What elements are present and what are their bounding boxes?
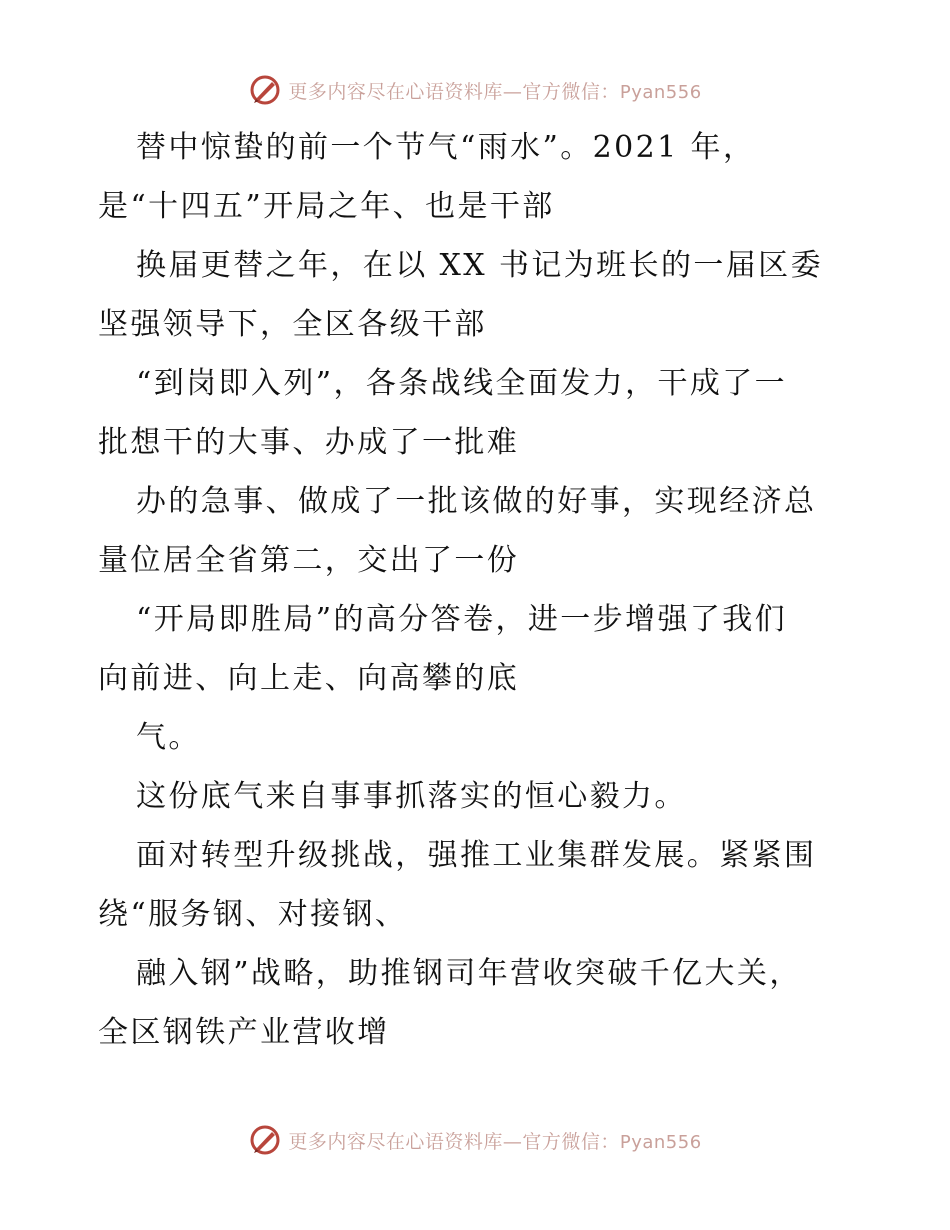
text-line: 替中惊蛰的前一个节气“雨水”。2021 年， [136, 130, 756, 165]
text-line: 绕“服务钢、对接钢、 [98, 897, 408, 932]
watermark-text: 更多内容尽在心语资料库—官方微信：Pyan556 [288, 80, 702, 103]
text-line: 是“十四五”开局之年、也是干部 [98, 189, 555, 224]
text-line: 换届更替之年，在以 XX 书记为班长的一届区委 [136, 248, 823, 283]
text-line: “开局即胜局”的高分答卷，进一步增强了我们 [136, 602, 788, 637]
pen-logo-icon [248, 1123, 282, 1157]
pen-logo-icon [248, 73, 282, 107]
wechat-id: Pyan556 [619, 1131, 702, 1153]
text-line: 坚强领导下，全区各级干部 [98, 307, 487, 342]
text-line: 办的急事、做成了一批该做的好事，实现经济总 [136, 484, 817, 519]
header-watermark [0, 70, 950, 110]
text-line: 全区钢铁产业营收增 [98, 1015, 390, 1050]
text-line: 气。 [136, 720, 201, 755]
wechat-id: Pyan556 [619, 81, 702, 103]
text-line: 这份底气来自事事抓落实的恒心毅力。 [136, 779, 687, 814]
footer-watermark [0, 1120, 950, 1160]
watermark-text: 更多内容尽在心语资料库—官方微信：Pyan556 [288, 1130, 702, 1153]
text-line: 批想干的大事、办成了一批难 [98, 425, 520, 460]
text-line: 融入钢”战略，助推钢司年营收突破千亿大关， [136, 956, 802, 991]
text-line: 量位居全省第二，交出了一份 [98, 543, 520, 578]
text-line: 面对转型升级挑战，强推工业集群发展。紧紧围 [136, 838, 817, 873]
text-line: “到岗即入列”，各条战线全面发力，干成了一 [136, 366, 788, 401]
document-body [98, 118, 858, 1062]
text-line: 向前进、向上走、向高攀的底 [98, 661, 520, 696]
